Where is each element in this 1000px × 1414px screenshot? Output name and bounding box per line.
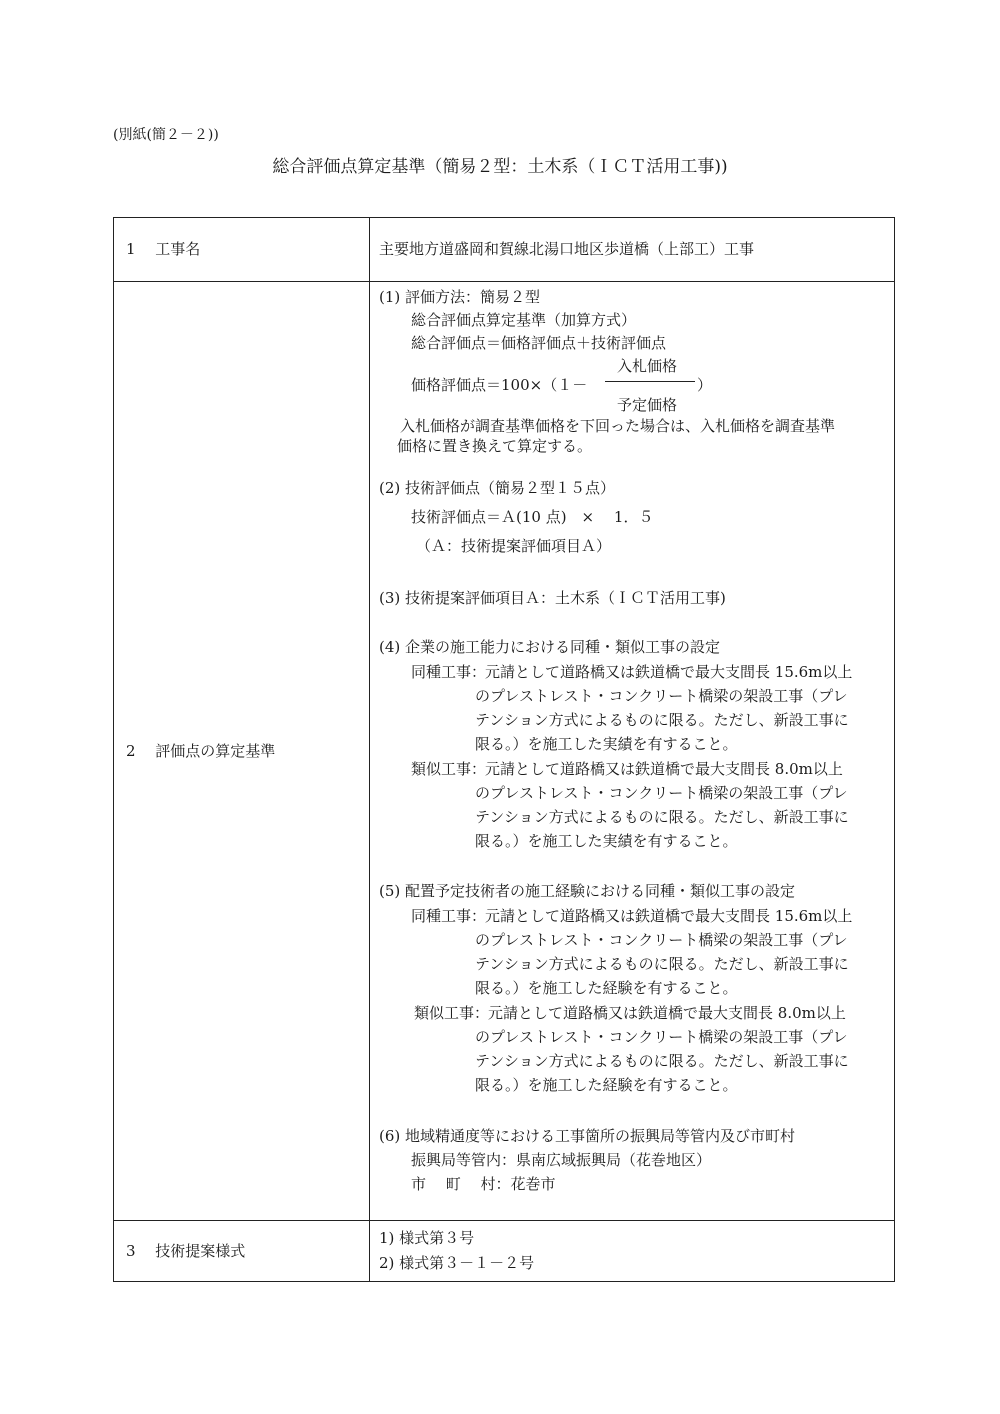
- section-1-note: 価格に置き換えて算定する。: [397, 437, 593, 455]
- column-divider: [369, 217, 370, 1282]
- proposal-format-item: 2) 様式第３－１－２号: [379, 1254, 535, 1272]
- formula-rparen: ）: [697, 376, 713, 394]
- similar-work-line: 限る。）を施工した実績を有すること。: [475, 832, 738, 850]
- similar-experience-line: 元請として道路橋又は鉄道橋で最大支間長 8.0m以上: [488, 1004, 846, 1022]
- similar-experience-label: 類似工事：: [414, 1004, 490, 1022]
- table-border-right: [894, 217, 895, 1282]
- section-3-heading: (3) 技術提案評価項目Ａ：土木系（ＩＣＴ活用工事): [379, 589, 726, 607]
- project-name: 主要地方道盛岡和賀線北湯口地区歩道橋（上部工）工事: [379, 240, 755, 258]
- section-4-heading: (4) 企業の施工能力における同種・類似工事の設定: [379, 638, 721, 656]
- similar-experience-line: 限る。）を施工した経験を有すること。: [475, 1076, 738, 1094]
- row-divider: [113, 281, 895, 282]
- section-1-note: 入札価格が調査基準価格を下回った場合は、入札価格を調査基準: [400, 417, 836, 435]
- table-border-bottom: [113, 1281, 895, 1282]
- similar-experience-line: テンション方式によるものに限る。ただし、新設工事に: [475, 1052, 849, 1070]
- same-work-label: 同種工事：: [411, 663, 487, 681]
- same-experience-line: 限る。）を施工した経験を有すること。: [475, 979, 738, 997]
- similar-work-label: 類似工事：: [411, 760, 487, 778]
- section-5-heading: (5) 配置予定技術者の施工経験における同種・類似工事の設定: [379, 882, 796, 900]
- same-work-line: 元請として道路橋又は鉄道橋で最大支間長 15.6m以上: [485, 663, 853, 681]
- section-2-line: 技術評価点＝Ａ(10 点) × 1．５: [411, 508, 654, 526]
- proposal-format-item: 1) 様式第３号: [379, 1229, 475, 1247]
- similar-work-line: テンション方式によるものに限る。ただし、新設工事に: [475, 808, 849, 826]
- section-1-heading: (1) 評価方法：簡易２型: [379, 288, 541, 306]
- similar-work-line: 元請として道路橋又は鉄道橋で最大支間長 8.0m以上: [485, 760, 843, 778]
- section-6-line: 市 町 村：花巻市: [411, 1175, 556, 1193]
- section-6-line: 振興局等管内：県南広域振興局（花巻地区）: [411, 1151, 712, 1169]
- section-6-heading: (6) 地域精通度等における工事箇所の振興局等管内及び市町村: [379, 1127, 796, 1145]
- same-work-line: テンション方式によるものに限る。ただし、新設工事に: [475, 711, 849, 729]
- formula-lhs: 価格評価点＝100×（１－: [411, 376, 588, 394]
- row-label-project-name: 1 工事名: [126, 240, 201, 258]
- same-experience-line: 元請として道路橋又は鉄道橋で最大支間長 15.6m以上: [485, 907, 853, 925]
- section-1-line: 総合評価点算定基準（加算方式）: [411, 311, 637, 329]
- page-title: 総合評価点算定基準（簡易２型：土木系（ＩＣＴ活用工事)): [272, 157, 728, 177]
- formula-denominator: 予定価格: [617, 396, 678, 414]
- section-2-line: （Ａ：技術提案評価項目Ａ）: [416, 537, 612, 555]
- row-label-proposal-format: 3 技術提案様式: [126, 1242, 246, 1260]
- table-border-left: [113, 217, 114, 1282]
- row-divider: [113, 1220, 895, 1221]
- same-experience-line: テンション方式によるものに限る。ただし、新設工事に: [475, 955, 849, 973]
- same-experience-label: 同種工事：: [411, 907, 487, 925]
- annex-label: (別紙(簡２－２)): [113, 127, 219, 143]
- section-1-line: 総合評価点＝価格評価点＋技術評価点: [411, 334, 667, 352]
- section-2-heading: (2) 技術評価点（簡易２型１５点）: [379, 479, 616, 497]
- formula-numerator: 入札価格: [617, 357, 678, 375]
- same-experience-line: のプレストレスト・コンクリート橋梁の架設工事（プレ: [475, 931, 848, 949]
- row-label-criteria: 2 評価点の算定基準: [126, 742, 276, 760]
- same-work-line: 限る。）を施工した実績を有すること。: [475, 735, 738, 753]
- same-work-line: のプレストレスト・コンクリート橋梁の架設工事（プレ: [475, 687, 848, 705]
- fraction-bar: [605, 381, 695, 382]
- table-border-top: [113, 217, 895, 218]
- similar-experience-line: のプレストレスト・コンクリート橋梁の架設工事（プレ: [475, 1028, 848, 1046]
- similar-work-line: のプレストレスト・コンクリート橋梁の架設工事（プレ: [475, 784, 848, 802]
